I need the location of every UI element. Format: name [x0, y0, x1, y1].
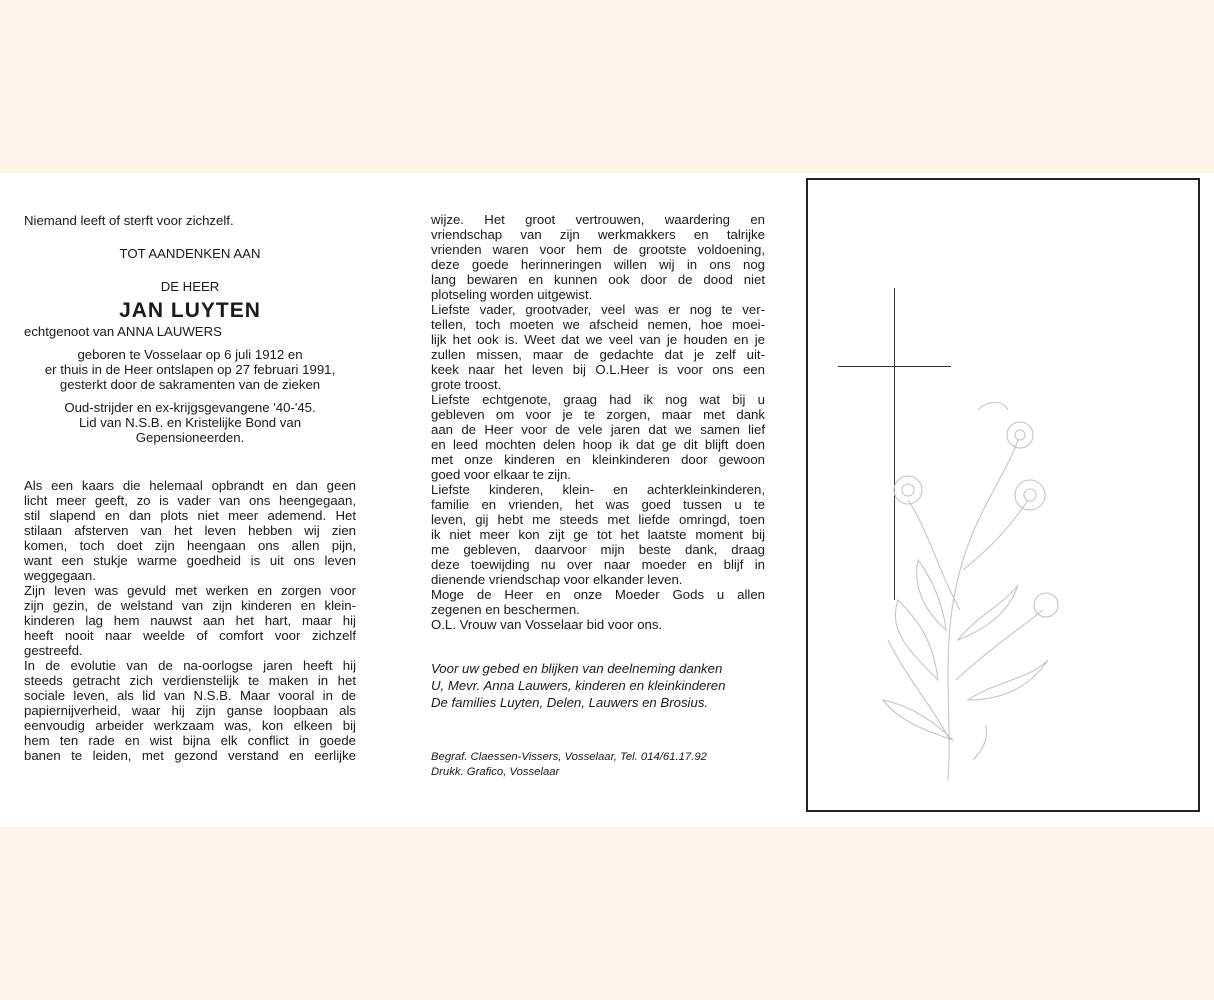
title-line: Lid van N.S.B. en Kristelijke Bond van [78, 415, 302, 430]
credits-block [431, 750, 765, 780]
text-line: steeds getracht zich verdienstelijk te maken in het [24, 673, 356, 688]
text-line: Als een kaars die helemaal opbrandt en dan geen [24, 478, 356, 493]
thanks-line: Voor uw gebed en blijken van deelneming danken [431, 661, 723, 676]
text-line: sociale leven, als lid van N.S.B. Maar vooral in de [24, 688, 356, 703]
text-line: tellen, toch moeten we afscheid nemen, hoe moei- [431, 317, 765, 332]
text-line: gebleven om voor je te zorgen, maar met dank [431, 407, 765, 422]
text-line: deze goede herinneringen willen wij in ons nog [431, 257, 765, 272]
middle-body [431, 212, 765, 632]
text-line: heeft nooit naar weelde of comfort voor zichzelf [24, 628, 356, 643]
text-line: lijk het ook is. Weet dat we veel van je houden en je [431, 332, 765, 347]
left-body [24, 478, 356, 763]
text-line: In de evolutie van de na-oorlogse jaren heeft hij [24, 658, 356, 673]
title-line: Oud-strijder en ex-krijgsgevangene '40-'45. [64, 400, 316, 415]
text-line: aan de Heer voor de vele jaren dat we samen lief [431, 422, 765, 437]
text-line: Liefste vader, grootvader, veel was er nog te ver- [431, 302, 765, 317]
text-line: papiernijverheid, waar hij zijn ganse loopbaan als [24, 703, 356, 718]
text-line: ik niet meer kon zijt ge tot het laatste moment bij [431, 527, 765, 542]
text-line: kinderen lag hem nauwst aan het hart, maar hij [24, 613, 356, 628]
thanks-line: U, Mevr. Anna Lauwers, kinderen en kleinkinderen [431, 678, 726, 693]
text-line: Moge de Heer en onze Moeder Gods u allen [431, 587, 765, 602]
text-line: stilaan afsterven van het leven hebben wij zien [24, 523, 356, 538]
titles-block [24, 400, 356, 445]
flower-drawing [868, 380, 1068, 790]
text-line: grote troost. [431, 377, 502, 392]
memorial-card [0, 173, 1214, 827]
text-line: wijze. Het groot vertrouwen, waardering en [431, 212, 765, 227]
text-line: dienende vriendschap voor elkander leven. [431, 572, 683, 587]
motto: Niemand leeft of sterft voor zichzelf. [24, 213, 234, 228]
thanks-line: De families Luyten, Delen, Lauwers en Brosius. [431, 695, 709, 710]
text-line: lang bewaren en kunnen ook door de dood niet [431, 272, 765, 287]
text-line: Zijn leven was gevuld met werken en zorgen voor [24, 583, 356, 598]
text-line: me gebleven, daarvoor mijn beste dank, draag [431, 542, 765, 557]
text-line: want een stukje warme goedheid is uit ons leven [24, 553, 356, 568]
illustration-panel [806, 178, 1200, 812]
middle-column [431, 212, 765, 780]
text-line: licht meer geeft, zo is vader van ons heengegaan, [24, 493, 356, 508]
cross-horizontal-bar [838, 366, 951, 367]
title-line: Gepensioneerden. [135, 430, 245, 445]
text-line: banen te leiden, met gezond verstand en eerlijke [24, 748, 356, 763]
text-line: keek naar het leven bij O.L.Heer is voor ons een [431, 362, 765, 377]
text-line: Liefste kinderen, klein- en achterkleinkinderen, [431, 482, 765, 497]
credit-line: Begraf. Claessen-Vissers, Vosselaar, Tel. 014/61.17.92 [431, 751, 707, 763]
text-line: deze toewijding nu over naar moeder en blijf in [431, 557, 765, 572]
credit-line: Drukk. Grafico, Vosselaar [431, 766, 560, 778]
text-line: leven, gij hebt me steeds met liefde omringd, toen [431, 512, 765, 527]
text-line: vrienden waren voor hem de grootste voldoening, [431, 242, 765, 257]
text-line: hem ten rade en wist bijna elk conflict in goede [24, 733, 356, 748]
birth-death-line: gesterkt door de sakramenten van de zieken [59, 377, 321, 392]
deceased-name: JAN LUYTEN [119, 299, 261, 322]
text-line: plotseling worden uitgewist. [431, 287, 593, 302]
birth-death-line: geboren te Vosselaar op 6 juli 1912 en [77, 347, 303, 362]
text-line: en leed mochten delen hoop ik dat ge dit blijft doen [431, 437, 765, 452]
thanks-block [431, 660, 765, 711]
text-line: stil slapend en dan plots niet meer ademend. Het [24, 508, 356, 523]
text-line: zijn gezin, de welstand van zijn kinderen en klein- [24, 598, 356, 613]
left-column [24, 213, 356, 763]
text-line: familie en vrienden, het was goed tussen u te [431, 497, 765, 512]
text-line: komen, toch doet zijn heengaan ons allen pijn, [24, 538, 356, 553]
spouse-line: echtgenoot van ANNA LAUWERS [24, 324, 222, 339]
title: DE HEER [160, 279, 220, 294]
text-line: met onze kinderen en kleinkinderen door gewoon [431, 452, 765, 467]
text-line: gestreefd. [24, 643, 83, 658]
text-line: weggegaan. [24, 568, 96, 583]
text-line: eenvoudig arbeider werkzaam was, kon elkeen bij [24, 718, 356, 733]
birth-death-block [24, 347, 356, 392]
text-line: goed voor elkaar te zijn. [431, 467, 572, 482]
heading: TOT AANDENKEN AAN [119, 246, 261, 261]
text-line: zullen missen, maar de gedachte dat je zelf uit- [431, 347, 765, 362]
birth-death-line: er thuis in de Heer ontslapen op 27 februari 1991, [44, 362, 336, 377]
text-line: Liefste echtgenote, graag had ik nog wat bij u [431, 392, 765, 407]
text-line: vriendschap van zijn werkmakkers en talrijke [431, 227, 765, 242]
text-line: O.L. Vrouw van Vosselaar bid voor ons. [431, 617, 663, 632]
text-line: zegenen en beschermen. [431, 602, 580, 617]
